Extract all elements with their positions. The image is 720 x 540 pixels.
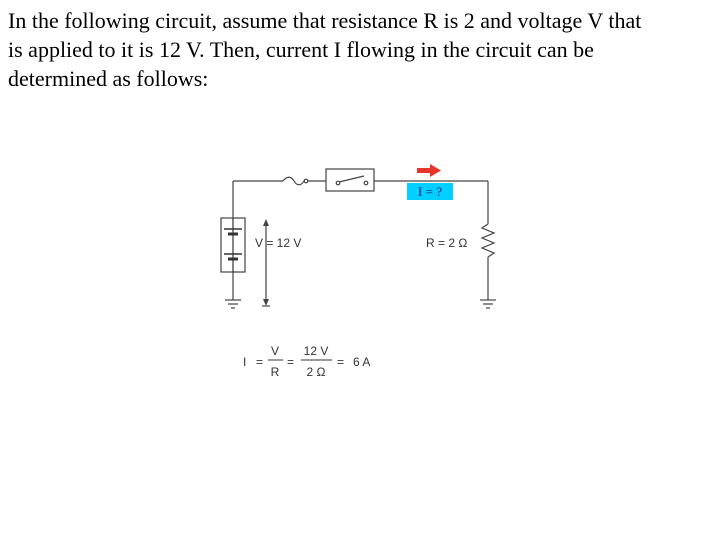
resistor-symbol xyxy=(482,224,494,257)
ohms-law-formula xyxy=(243,344,370,379)
problem-line-2: is applied to it is 12 V. Then, current I flowing in the circuit can be xyxy=(8,37,594,62)
fuse-terminal xyxy=(304,179,308,183)
voltage-label: V = 12 V xyxy=(255,236,302,250)
switch-contact xyxy=(364,181,368,185)
voltage-arrow-top xyxy=(263,219,269,226)
formula-frac2-numerator: 12 V xyxy=(303,344,329,358)
current-arrow-shaft xyxy=(417,168,431,173)
problem-line-3: determined as follows: xyxy=(8,66,209,91)
current-arrow-head xyxy=(430,164,441,177)
switch-lever xyxy=(339,176,364,182)
formula-lhs: I xyxy=(243,355,247,369)
formula-eq-2: = xyxy=(287,355,295,369)
formula-frac1-denominator: R xyxy=(270,365,280,379)
battery-cells xyxy=(224,218,242,272)
problem-line-1: In the following circuit, assume that resistance R is 2 and voltage V that xyxy=(8,8,642,33)
formula-eq-1: = xyxy=(256,355,264,369)
switch-box xyxy=(326,169,374,191)
voltage-arrow-bottom xyxy=(263,299,269,306)
formula-frac2-denominator: 2 Ω xyxy=(306,365,326,379)
current-label: I = ? xyxy=(418,184,442,199)
formula-frac1-numerator: V xyxy=(270,344,280,358)
formula-eq-3: = xyxy=(337,355,345,369)
formula-result: 6 A xyxy=(353,355,371,369)
resistance-label: R = 2 Ω xyxy=(426,236,468,250)
fuse-symbol xyxy=(283,177,304,185)
current-arrow-icon xyxy=(417,164,441,177)
